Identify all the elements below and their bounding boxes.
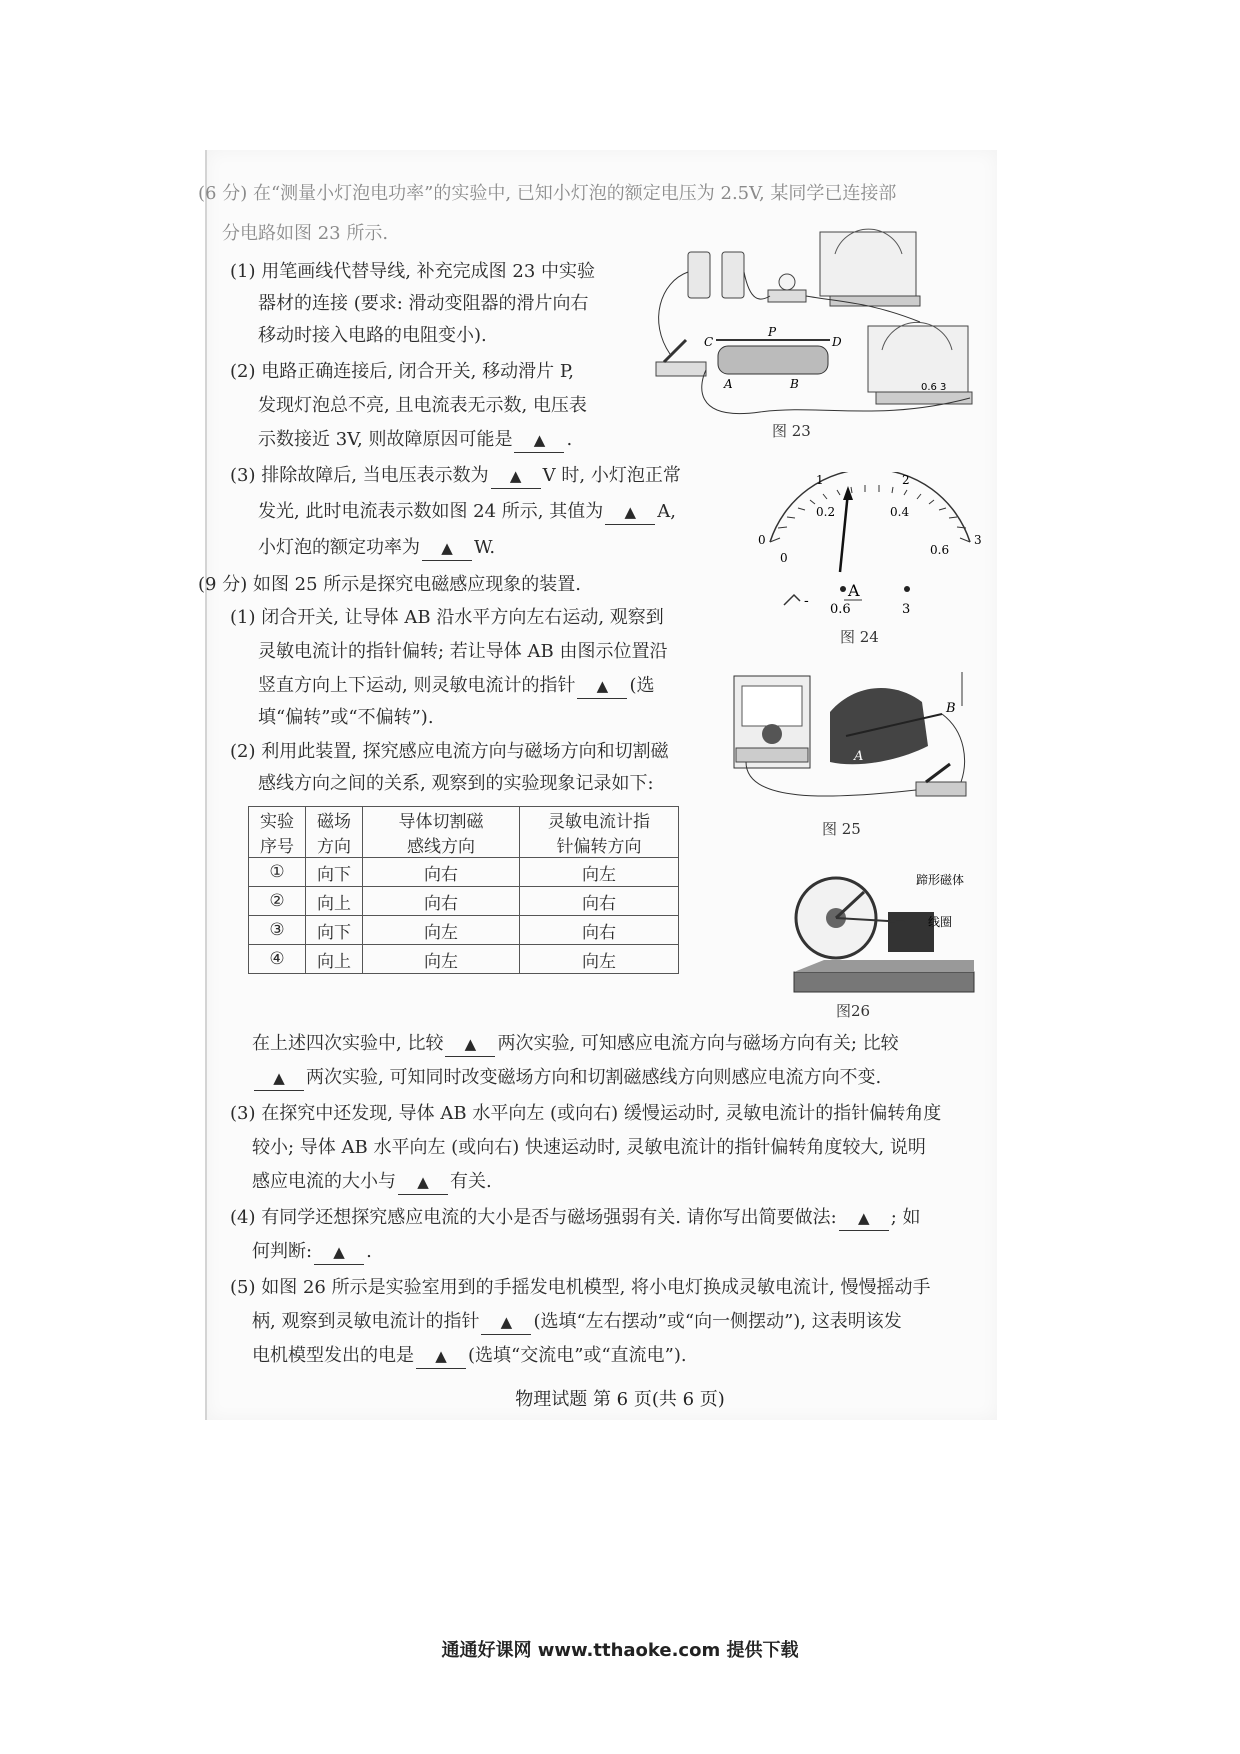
fig23-label-06: 0.6: [921, 382, 937, 393]
q-induction-p1-line4: 填“偏转”或“不偏转”).: [258, 707, 434, 728]
fig24-bottom-02: 0.2: [816, 505, 836, 519]
fig24-terminal-06: 0.6: [830, 602, 851, 617]
q-meter-p3-line2: 发光, 此时电流表示数如图 24 所示, 其值为▲ A,: [258, 500, 676, 525]
q-induction-p3-line2: 较小; 导体 AB 水平向左 (或向右) 快速运动时, 灵敏电流计的指针偏转角度较大, 说明: [252, 1137, 926, 1158]
fig24-unit: A: [848, 581, 860, 600]
q-induction-header: (9 分) 如图 25 所示是探究电磁感应现象的装置.: [198, 574, 582, 595]
q-induction-p1-line3: 竖直方向上下运动, 则灵敏电流计的指针▲ (选: [258, 674, 654, 699]
question-header-cont: 分电路如图 23 所示.: [222, 223, 389, 244]
table-header: 导体切割磁 感线方向: [363, 807, 520, 858]
q-induction-p4-line2: 何判断:▲ .: [252, 1240, 372, 1265]
answer-blank[interactable]: [254, 1066, 304, 1091]
question-header: (6 分) 在“测量小灯泡电功率”的实验中, 已知小灯泡的额定电压为 2.5V, 某同学已连接部: [198, 183, 897, 204]
figure-24-terminals: [780, 583, 920, 617]
watermark-text: 通通好课网 www.tthaoke.com 提供下载: [441, 1640, 799, 1661]
fig24-bottom-0: 0: [780, 551, 788, 565]
page-number-footer: 物理试题 第 6 页(共 6 页): [515, 1389, 725, 1410]
q-induction-p3-line1: (3) 在探究中还发现, 导体 AB 水平向左 (或向右) 缓慢运动时, 灵敏电流计的指针偏转角度: [230, 1103, 942, 1124]
answer-blank[interactable]: [416, 1344, 466, 1369]
q-meter-p2-line1: (2) 电路正确连接后, 闭合开关, 移动滑片 P,: [230, 361, 575, 382]
q-induction-p5-line2: 柄, 观察到灵敏电流计的指针▲ (选填“左右摆动”或“向一侧摆动”), 这表明该发: [252, 1310, 902, 1335]
q-induction-p1-line1: (1) 闭合开关, 让导体 AB 沿水平方向左右运动, 观察到: [230, 607, 664, 628]
figure-24-caption: 图 24: [840, 628, 879, 646]
q-meter-p1-line2: 器材的连接 (要求: 滑动变阻器的滑片向右: [258, 293, 589, 314]
fig23-label-p: P: [768, 325, 777, 339]
fig24-top-1: 1: [816, 473, 824, 487]
q-meter-p2-line2: 发现灯泡总不亮, 且电流表无示数, 电压表: [258, 395, 587, 416]
answer-blank[interactable]: [445, 1032, 495, 1057]
table-header: 灵敏电流计指 针偏转方向: [520, 807, 679, 858]
answer-blank[interactable]: [577, 674, 627, 699]
figure-23-caption: 图 23: [772, 422, 811, 440]
answer-blank[interactable]: [422, 536, 472, 561]
answer-blank[interactable]: [514, 428, 564, 453]
figure-26-caption: 图26: [836, 1002, 871, 1020]
fig24-top-0: 0: [758, 533, 766, 547]
fig23-label-a: A: [724, 377, 733, 391]
fig23-label-3: 3: [940, 382, 947, 393]
answer-blank[interactable]: [491, 464, 541, 489]
q-induction-p1-line2: 灵敏电流计的指针偏转; 若让导体 AB 由图示位置沿: [258, 641, 668, 662]
q-induction-p5-line1: (5) 如图 26 所示是实验室用到的手摇发电机模型, 将小电灯换成灵敏电流计, 慢慢摇动手: [230, 1277, 931, 1298]
fig24-top-3: 3: [974, 533, 982, 547]
table-header: 实验 序号: [249, 807, 306, 858]
figure-26-generator: [784, 862, 984, 1010]
table-row: ① 向下 向右 向左: [249, 858, 679, 887]
fig24-terminal-minus: -: [804, 593, 809, 609]
fig26-label-coil: 线圈: [928, 915, 953, 929]
answer-blank[interactable]: [481, 1310, 531, 1335]
q-meter-p1-line3: 移动时接入电路的电阻变小).: [258, 325, 487, 346]
fig24-terminal-3: 3: [902, 602, 911, 617]
answer-blank[interactable]: [605, 500, 655, 525]
q-induction-compare-line2: ▲两次实验, 可知同时改变磁场方向和切割磁感线方向则感应电流方向不变.: [252, 1066, 881, 1091]
q-induction-p4-line1: (4) 有同学还想探究感应电流的大小是否与磁场强弱有关. 请你写出简要做法:▲ ; 如: [230, 1206, 921, 1231]
experiment-table: [248, 806, 679, 974]
q-meter-p1-line1: (1) 用笔画线代替导线, 补充完成图 23 中实验: [230, 261, 596, 282]
figure-25-apparatus: [706, 672, 982, 822]
fig25-label-a: A: [854, 749, 864, 764]
fig25-label-b: B: [946, 701, 956, 716]
answer-blank[interactable]: [839, 1206, 889, 1231]
answer-blank[interactable]: [314, 1240, 364, 1265]
table-row: ④ 向上 向左 向左: [249, 945, 679, 974]
fig24-bottom-06: 0.6: [930, 543, 950, 557]
q-induction-p2-line2: 感线方向之间的关系, 观察到的实验现象记录如下:: [258, 773, 654, 794]
fig23-label-c: C: [704, 335, 714, 349]
table-row: ③ 向下 向左 向右: [249, 916, 679, 945]
q-induction-p2-line1: (2) 利用此装置, 探究感应电流方向与磁场方向和切割磁: [230, 741, 669, 762]
figure-25-caption: 图 25: [822, 820, 861, 838]
table-row: ② 向上 向右 向右: [249, 887, 679, 916]
answer-blank[interactable]: [398, 1170, 448, 1195]
table-header: 磁场 方向: [306, 807, 363, 858]
q-meter-p2-line3: 示数接近 3V, 则故障原因可能是▲ .: [258, 428, 572, 453]
figure-23-circuit: [640, 222, 985, 432]
fig23-label-b: B: [790, 377, 799, 391]
fig24-bottom-04: 0.4: [890, 505, 910, 519]
q-induction-p3-line3: 感应电流的大小与▲ 有关.: [252, 1170, 492, 1195]
q-meter-p3-line3: 小灯泡的额定功率为▲ W.: [258, 536, 495, 561]
q-induction-compare-line1: 在上述四次实验中, 比较▲ 两次实验, 可知感应电流方向与磁场方向有关; 比较: [252, 1032, 899, 1057]
fig23-label-d: D: [832, 335, 842, 349]
q-meter-p3-line1: (3) 排除故障后, 当电压表示数为▲ V 时, 小灯泡正常: [230, 464, 681, 489]
fig26-label-magnet: 蹄形磁体: [916, 873, 965, 887]
fig24-top-2: 2: [902, 473, 910, 487]
q-induction-p5-line3: 电机模型发出的电是▲ (选填“交流电”或“直流电”).: [252, 1344, 687, 1369]
